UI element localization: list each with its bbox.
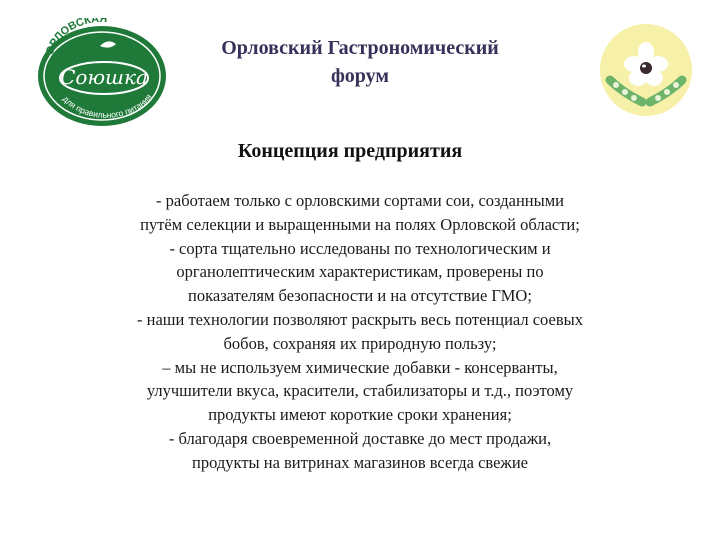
body-line: показателям безопасности и на отсутствие ГМО; xyxy=(188,286,532,306)
logo-brand-name: Союшка xyxy=(60,65,148,89)
body-line: органолептическим характеристикам, проверены по xyxy=(176,262,544,282)
body-line: продукты имеют короткие сроки хранения; xyxy=(208,405,512,425)
body-line: - сорта тщательно исследованы по технологическим и xyxy=(169,238,551,258)
title-line-2: форум xyxy=(330,65,390,87)
body-line: улучшители вкуса, красители, стабилизаторы и т.д., поэтому xyxy=(146,381,574,401)
soyushka-logo xyxy=(30,18,170,128)
logo-tagline: для правильного питания xyxy=(60,91,154,120)
logo-brand-top: ОРЛОВСКАЯ xyxy=(43,18,108,57)
flower-emblem-icon xyxy=(598,22,694,118)
page-title xyxy=(190,34,530,90)
body-line: продукты на витринах магазинов всегда свежие xyxy=(192,452,528,472)
section-heading: Концепция предприятия xyxy=(237,140,463,162)
body-line: - наши технологии позволяют раскрыть весь потенциал соевых xyxy=(137,309,583,329)
concept-body xyxy=(50,189,670,475)
body-line: путём селекции и выращенными на полях Орловской области; xyxy=(140,214,580,234)
title-line-1: Орловский Гастрономический xyxy=(221,37,499,59)
body-line: бобов, сохраняя их природную пользу; xyxy=(223,333,497,353)
body-line: – мы не используем химические добавки - консерванты, xyxy=(162,357,558,377)
body-line: - работаем только с орловскими сортами сои, созданными xyxy=(156,191,564,210)
body-line: - благодаря своевременной доставке до мест продажи, xyxy=(168,428,552,448)
